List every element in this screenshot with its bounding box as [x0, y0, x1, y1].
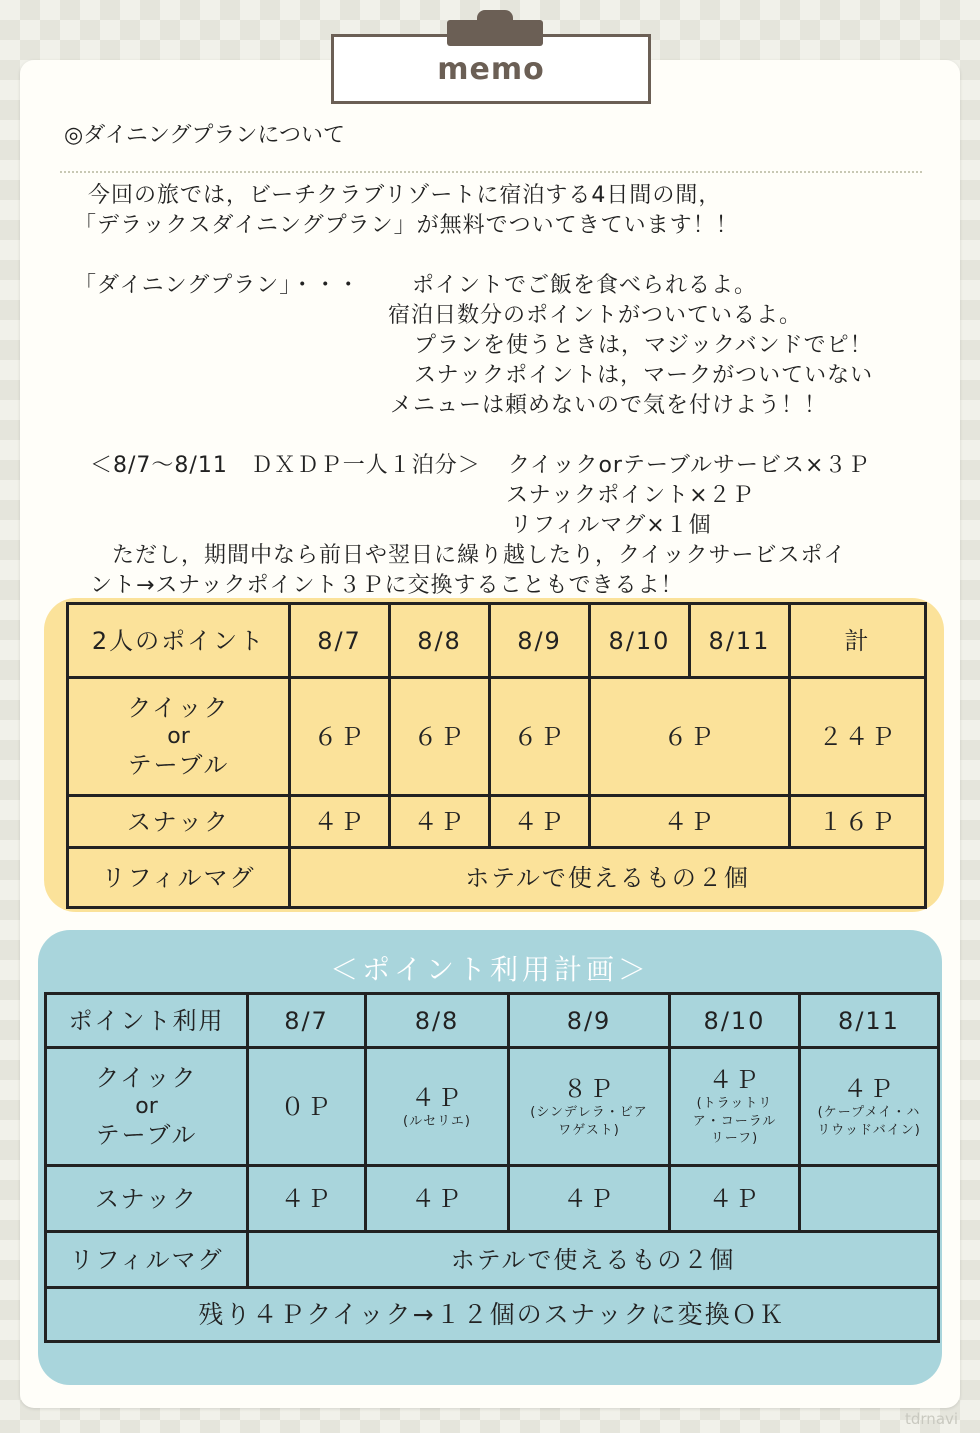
header-date-cell: 8/11	[800, 994, 939, 1048]
quick-value: ４Ｐ	[843, 1074, 895, 1103]
quick-value: ０Ｐ	[280, 1092, 333, 1121]
quick-value: ４Ｐ	[708, 1066, 761, 1095]
label-line: テーブル	[127, 751, 230, 780]
header-total-cell: 計	[790, 604, 926, 678]
clipboard-clip-top	[477, 10, 513, 26]
usage-quick-row	[46, 1048, 939, 1166]
snack-cell: ４Ｐ	[590, 796, 790, 848]
snack-cell: ４Ｐ	[366, 1166, 509, 1232]
header-date-cell: 8/10	[590, 604, 690, 678]
intro-line-2: 「デラックスダイニングプラン」が無料でついてきています！！	[74, 213, 739, 238]
header-date-cell: 8/9	[509, 994, 670, 1048]
snack-total-cell: １６Ｐ	[790, 796, 926, 848]
dotted-divider	[60, 171, 922, 173]
row-label-snack: スナック	[68, 796, 290, 848]
usage-remaining-row	[46, 1288, 939, 1342]
plan-note-1: ポイントでご飯を食べられるよ。	[412, 273, 758, 298]
dxdp-item-1: クイックorテーブルサービス×３Ｐ	[508, 453, 871, 478]
points-quick-row	[68, 678, 926, 796]
restaurant-note: (トラットリア・コーラルリーフ)	[692, 1096, 777, 1147]
points-header-row	[68, 604, 926, 678]
dxdp-item-2: スナックポイント×２Ｐ	[506, 483, 755, 508]
points-refill-row	[68, 848, 926, 908]
plan-note-2: 宿泊日数分のポイントがついているよ。	[388, 303, 803, 328]
header-date-cell: 8/9	[490, 604, 590, 678]
snack-cell: ４Ｐ	[248, 1166, 366, 1232]
usage-table	[44, 992, 940, 1343]
label-line: or	[135, 1093, 158, 1119]
memo-label: memo	[331, 34, 651, 104]
quick-cell: ６Ｐ	[590, 678, 790, 796]
dxdp-item-3: リフィルマグ×１個	[510, 513, 712, 538]
snack-cell: ４Ｐ	[490, 796, 590, 848]
label-line: or	[167, 723, 190, 749]
usage-refill-row	[46, 1232, 939, 1288]
quick-cell	[248, 1048, 366, 1166]
intro-line-1: 今回の旅では，ビーチクラブリゾートに宿泊する4日間の間，	[88, 183, 722, 208]
row-label-refill: リフィルマグ	[68, 848, 290, 908]
quick-value: ８Ｐ	[563, 1074, 615, 1103]
restaurant-note: (ケープメイ・ハリウッドバイン)	[817, 1104, 921, 1138]
header-date-cell: 8/11	[690, 604, 790, 678]
quick-cell	[670, 1048, 800, 1166]
plan-note-4: スナックポイントは，マークがついていない	[414, 363, 874, 388]
quick-cell	[800, 1048, 939, 1166]
note-line-2: ント→スナックポイント３Ｐに交換することもできるよ！	[90, 573, 684, 598]
quick-cell: ６Ｐ	[390, 678, 490, 796]
header-date-cell: 8/10	[670, 994, 800, 1048]
row-label-snack: スナック	[46, 1166, 248, 1232]
snack-cell: ４Ｐ	[670, 1166, 800, 1232]
watermark: tdrnavi	[905, 1410, 959, 1428]
header-date-cell: 8/8	[366, 994, 509, 1048]
label-line: クイック	[95, 1063, 198, 1092]
header-date-cell: 8/8	[390, 604, 490, 678]
dxdp-label: ＜8/7〜8/11 ＤＸＤＰ一人１泊分＞	[90, 453, 481, 478]
header-date-cell: 8/7	[248, 994, 366, 1048]
snack-cell: ４Ｐ	[290, 796, 390, 848]
row-label-refill: リフィルマグ	[46, 1232, 248, 1288]
snack-cell: ４Ｐ	[390, 796, 490, 848]
restaurant-note: (シンデレラ・ビアワゲスト)	[530, 1104, 648, 1138]
snack-cell: ４Ｐ	[509, 1166, 670, 1232]
header-date-cell: 8/7	[290, 604, 390, 678]
refill-cell: ホテルで使えるもの２個	[290, 848, 926, 908]
quick-value: ４Ｐ	[411, 1083, 463, 1112]
plan-label: 「ダイニングプラン」・・・	[74, 273, 361, 298]
snack-cell	[800, 1166, 939, 1232]
quick-total-cell: ２４Ｐ	[790, 678, 926, 796]
label-line: クイック	[127, 693, 230, 722]
points-snack-row	[68, 796, 926, 848]
quick-cell	[509, 1048, 670, 1166]
quick-cell	[366, 1048, 509, 1166]
remaining-cell: 残り４Ｐクイック→１２個のスナックに変換ＯＫ	[46, 1288, 939, 1342]
quick-cell: ６Ｐ	[290, 678, 390, 796]
row-label-quick	[46, 1048, 248, 1166]
points-table	[66, 602, 927, 909]
plan-note-3: プランを使うときは，マジックバンドでピ！	[414, 333, 873, 358]
quick-cell: ６Ｐ	[490, 678, 590, 796]
usage-snack-row	[46, 1166, 939, 1232]
header-cell: 2人のポイント	[68, 604, 290, 678]
label-line: テーブル	[95, 1121, 198, 1150]
usage-title: ＜ポイント利用計画＞	[329, 953, 650, 986]
note-line-1: ただし，期間中なら前日や翌日に繰り越したり，クイックサービスポイ	[112, 543, 847, 568]
section-title: ◎ダイニングプランについて	[64, 123, 345, 148]
refill-cell: ホテルで使えるもの２個	[248, 1232, 939, 1288]
plan-note-5: メニューは頼めないので気を付けよう！！	[390, 393, 828, 418]
row-label-quick	[68, 678, 290, 796]
restaurant-note: (ルセリエ)	[403, 1113, 471, 1129]
usage-header-row	[46, 994, 939, 1048]
header-cell: ポイント利用	[46, 994, 248, 1048]
